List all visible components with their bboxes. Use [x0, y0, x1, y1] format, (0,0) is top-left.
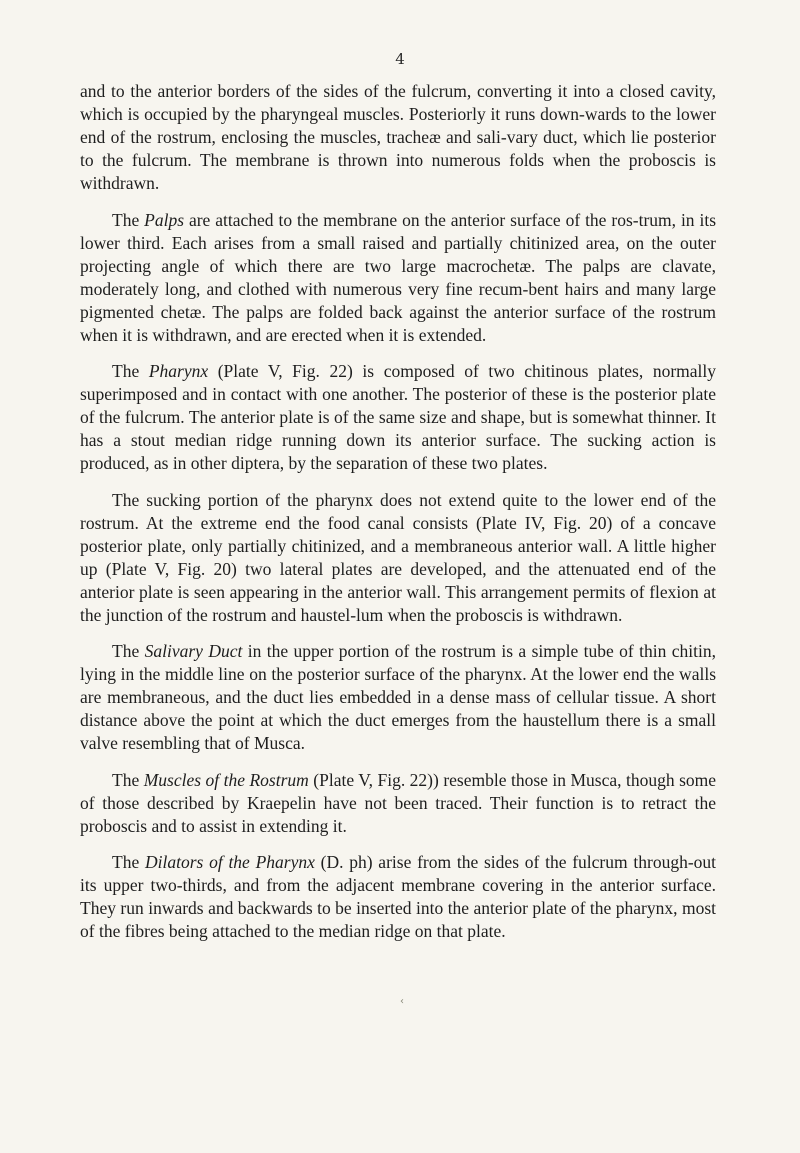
section-title-dilators-pharynx: Dilators of the Pharynx	[144, 852, 315, 872]
section-title-palps: Palps	[144, 209, 185, 230]
paragraph-salivary-duct	[80, 640, 716, 755]
text-body	[80, 80, 716, 957]
paragraph-text: The sucking portion of the pharynx does not extend quite to the lower end of the rostrum. At the extreme end the food canal consists (Plate IV, Fig. 20) of a concave posterior plate, only partially chitinized, and a membraneous anterior wall. A little higher up (Plate V, Fig. 20) two lateral plates are developed, and the attenuated end of the anterior plate is seen appearing in the anterior wall. This arrangement permits of flexion at the junction of the rostrum and haustel-lum when the proboscis is withdrawn.	[80, 489, 716, 625]
section-title-salivary-duct: Salivary Duct	[144, 641, 243, 661]
paragraph-text: are attached to the membrane on the anterior surface of the ros-trum, in its lower third. Each arises from a small raised and partially chitinized area, on the outer projecting angle of which there are two large macrochetæ. The palps are clavate, moderately long, and clothed with numerous very fine recum-bent hairs and many large pigmented chetæ. The palps are folded back against the anterior surface of the rostrum when it is withdrawn, and are erected when it is extended.	[80, 209, 717, 345]
section-title-pharynx: Pharynx	[148, 361, 209, 381]
paragraph-membrane	[80, 80, 716, 195]
section-title-muscles-rostrum: Muscles of the Rostrum	[143, 769, 309, 790]
paragraph-muscles-rostrum	[80, 769, 716, 838]
paragraph-sucking-portion	[80, 489, 716, 627]
paragraph-text: and to the anterior borders of the sides of the fulcrum, converting it into a closed cavity, which is occupied by the pharyngeal muscles. Posteriorly it runs down-wards to the lower end of the rostrum, enclosing the muscles, tracheæ and sali-vary duct, which lie posterior to the fulcrum. The membrane is thrown into numerous folds when the proboscis is withdrawn.	[80, 81, 716, 193]
paragraph-dilators-pharynx	[80, 851, 716, 943]
lead-word: The	[112, 209, 140, 230]
paragraph-text: (D. ph) arise from the sides of the fulcrum through-out its upper two-thirds, and from the adjacent membrane covering in the anterior surface. They run inwards and backwards to be inserted into the anterior plate of the pharynx, most of the fibres being attached to the median ridge on that plate.	[80, 852, 717, 941]
stray-print-mark: ‹	[400, 996, 404, 1007]
lead-word: The	[112, 769, 140, 790]
paragraph-pharynx	[80, 360, 716, 475]
lead-word: The	[112, 361, 140, 381]
paragraph-text: (Plate V, Fig. 22) is composed of two chitinous plates, normally superimposed and in contact with one another. The posterior of these is the posterior plate of the fulcrum. The anterior plate is of the same size and shape, but is somewhat thinner. It has a stout median ridge running down its anterior surface. The sucking action is produced, as in other diptera, by the separation of these two plates.	[80, 361, 717, 473]
paragraph-text: in the upper portion of the rostrum is a simple tube of thin chitin, lying in the middle line on the posterior surface of the pharynx. At the lower end the walls are membraneous, and the duct lies embedded in a dense mass of cellular tissue. A short distance above the point at which the duct emerges from the haustellum there is a small valve resembling that of Musca.	[80, 641, 717, 753]
page-number: 4	[395, 50, 405, 68]
paragraph-text: (Plate V, Fig. 22)) resemble those in Musca, though some of those described by Kraepelin have not been traced. Their function is to retract the proboscis and to assist in extending it.	[80, 769, 717, 836]
lead-word: The	[112, 641, 140, 661]
paragraph-palps	[80, 209, 716, 347]
lead-word: The	[112, 852, 140, 872]
